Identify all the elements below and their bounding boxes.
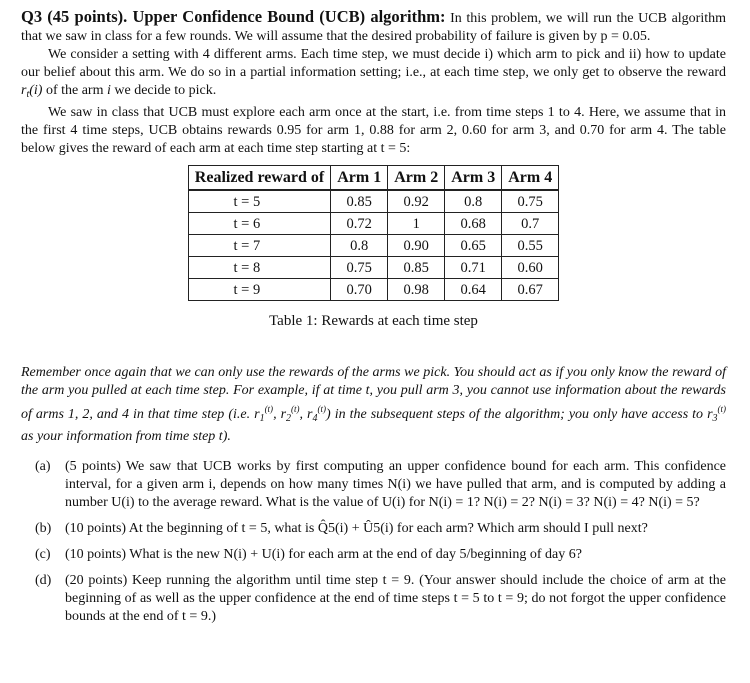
col-header: Arm 4 [502, 166, 559, 191]
table-caption: Table 1: Rewards at each time step [269, 313, 478, 329]
reward-cell: 0.85 [331, 190, 388, 213]
question-parts [21, 458, 726, 626]
reward-symbol: $r_t(i)$ [21, 83, 43, 100]
intro-text: In this problem, we will run the UCB algorithm that we saw in class for a few rounds. We will assume that the desired probability of failure is given by p = 0.05. [21, 11, 727, 44]
time-cell: t = 6 [188, 213, 330, 235]
col-header: Arm 3 [445, 166, 502, 191]
part-text: (10 points) At the beginning of t = 5, what is Q̂5(i) + Û5(i) for each arm? Which arm should I pull next? [65, 521, 648, 536]
part-d [21, 572, 726, 626]
reward-cell: 0.75 [502, 190, 559, 213]
paragraph-arms: We consider a setting with 4 different arms. Each time step, we must decide i) which arm to pick and ii) how to update our belief about this arm. We do so in a partial information setting; i.e., at each time step, we only get to observe the reward $r_t(i)$ of the arm i we decide to pick. [21, 47, 726, 100]
part-label: (b) [35, 521, 52, 536]
col-header: Arm 2 [388, 166, 445, 191]
table-header-row [188, 166, 558, 191]
reward-symbols: $r_1^{(t)}$, $r_2^{(t)}$, $r_4^{(t)}$) [254, 404, 331, 424]
reward-cell: 0.8 [445, 190, 502, 213]
time-cell: t = 8 [188, 257, 330, 279]
time-cell: t = 5 [188, 190, 330, 213]
reward-cell: 0.64 [445, 279, 502, 301]
reward-cell: 0.92 [388, 190, 445, 213]
reward-cell: 0.72 [331, 213, 388, 235]
part-text: (20 points) Keep running the algorithm until time step t = 9. (Your answer should include the choice of arm at the beginning of as well as the upper confidence at the end of time steps t = 5 to t = 9; do not forgot the upper confidence bounds at the end of t = 9.) [65, 573, 726, 624]
part-b [21, 520, 726, 538]
part-label: (c) [35, 547, 51, 562]
reward-cell: 0.71 [445, 257, 502, 279]
part-text: (10 points) What is the new N(i) + U(i) for each arm at the end of day 5/beginning of day 6? [65, 547, 582, 562]
reward-cell: 0.85 [388, 257, 445, 279]
rewards-table [188, 165, 559, 301]
reward-cell: 0.67 [502, 279, 559, 301]
reward-cell: 0.60 [502, 257, 559, 279]
note-paragraph: Remember once again that we can only use the rewards of the arms we pick. You should act as if you only know the reward of the arm you pulled at each time step. For example, if at time t, you pull arm 3, you cannot use information about the rewards of arms 1, 2, and 4 in that time step (i.e. $r_1^{(t)}$, $r_2^{(t)}$, $r_4^{(t)}$) in the subsequent steps of the algorithm; you only have access to $r_3^{(t)}$ as your information from time step t). [21, 365, 727, 444]
reward-cell: 0.65 [445, 235, 502, 257]
table-row [188, 235, 558, 257]
time-cell: t = 7 [188, 235, 330, 257]
part-c [21, 546, 726, 564]
question-title: Q3 (45 points). Upper Confidence Bound (UCB) algorithm: [21, 7, 446, 26]
col-header: Arm 1 [331, 166, 388, 191]
table-row [188, 279, 558, 301]
reward-cell: 0.7 [502, 213, 559, 235]
col-header: Realized reward of [188, 166, 330, 191]
paragraph-exploration: We saw in class that UCB must explore each arm once at the start, i.e. from time steps 1 to 4. Here, we assume that in the first 4 time steps, UCB obtains rewards 0.95 for arm 1, 0.88 for arm 2, 0.60 for arm 3, and 0.70 for arm 4. The table below gives the reward of each arm at each time step starting at t = 5: [21, 105, 726, 156]
table-row [188, 190, 558, 213]
reward-cell: 0.55 [502, 235, 559, 257]
reward-cell: 0.98 [388, 279, 445, 301]
reward-cell: 0.68 [445, 213, 502, 235]
time-cell: t = 9 [188, 279, 330, 301]
part-label: (d) [35, 573, 52, 588]
reward-cell: 0.75 [331, 257, 388, 279]
reward-symbol-3: $r_3^{(t)}$ [707, 404, 727, 424]
reward-cell: 0.70 [331, 279, 388, 301]
part-text: (5 points) We saw that UCB works by first computing an upper confidence bound for each arm. This confidence interval, for a given arm i, depends on how many times N(i) we have pulled that arm, and is computed by adding a number U(i) to the average reward. What is the value of U(i) for N(i) = 1? N(i) = 2? N(i) = 3? N(i) = 4? N(i) = 5? [65, 459, 726, 510]
part-a [21, 458, 726, 512]
table-row [188, 257, 558, 279]
question-intro [21, 8, 726, 46]
reward-cell: 1 [388, 213, 445, 235]
reward-cell: 0.90 [388, 235, 445, 257]
table-row [188, 213, 558, 235]
part-label: (a) [35, 459, 51, 474]
reward-cell: 0.8 [331, 235, 388, 257]
